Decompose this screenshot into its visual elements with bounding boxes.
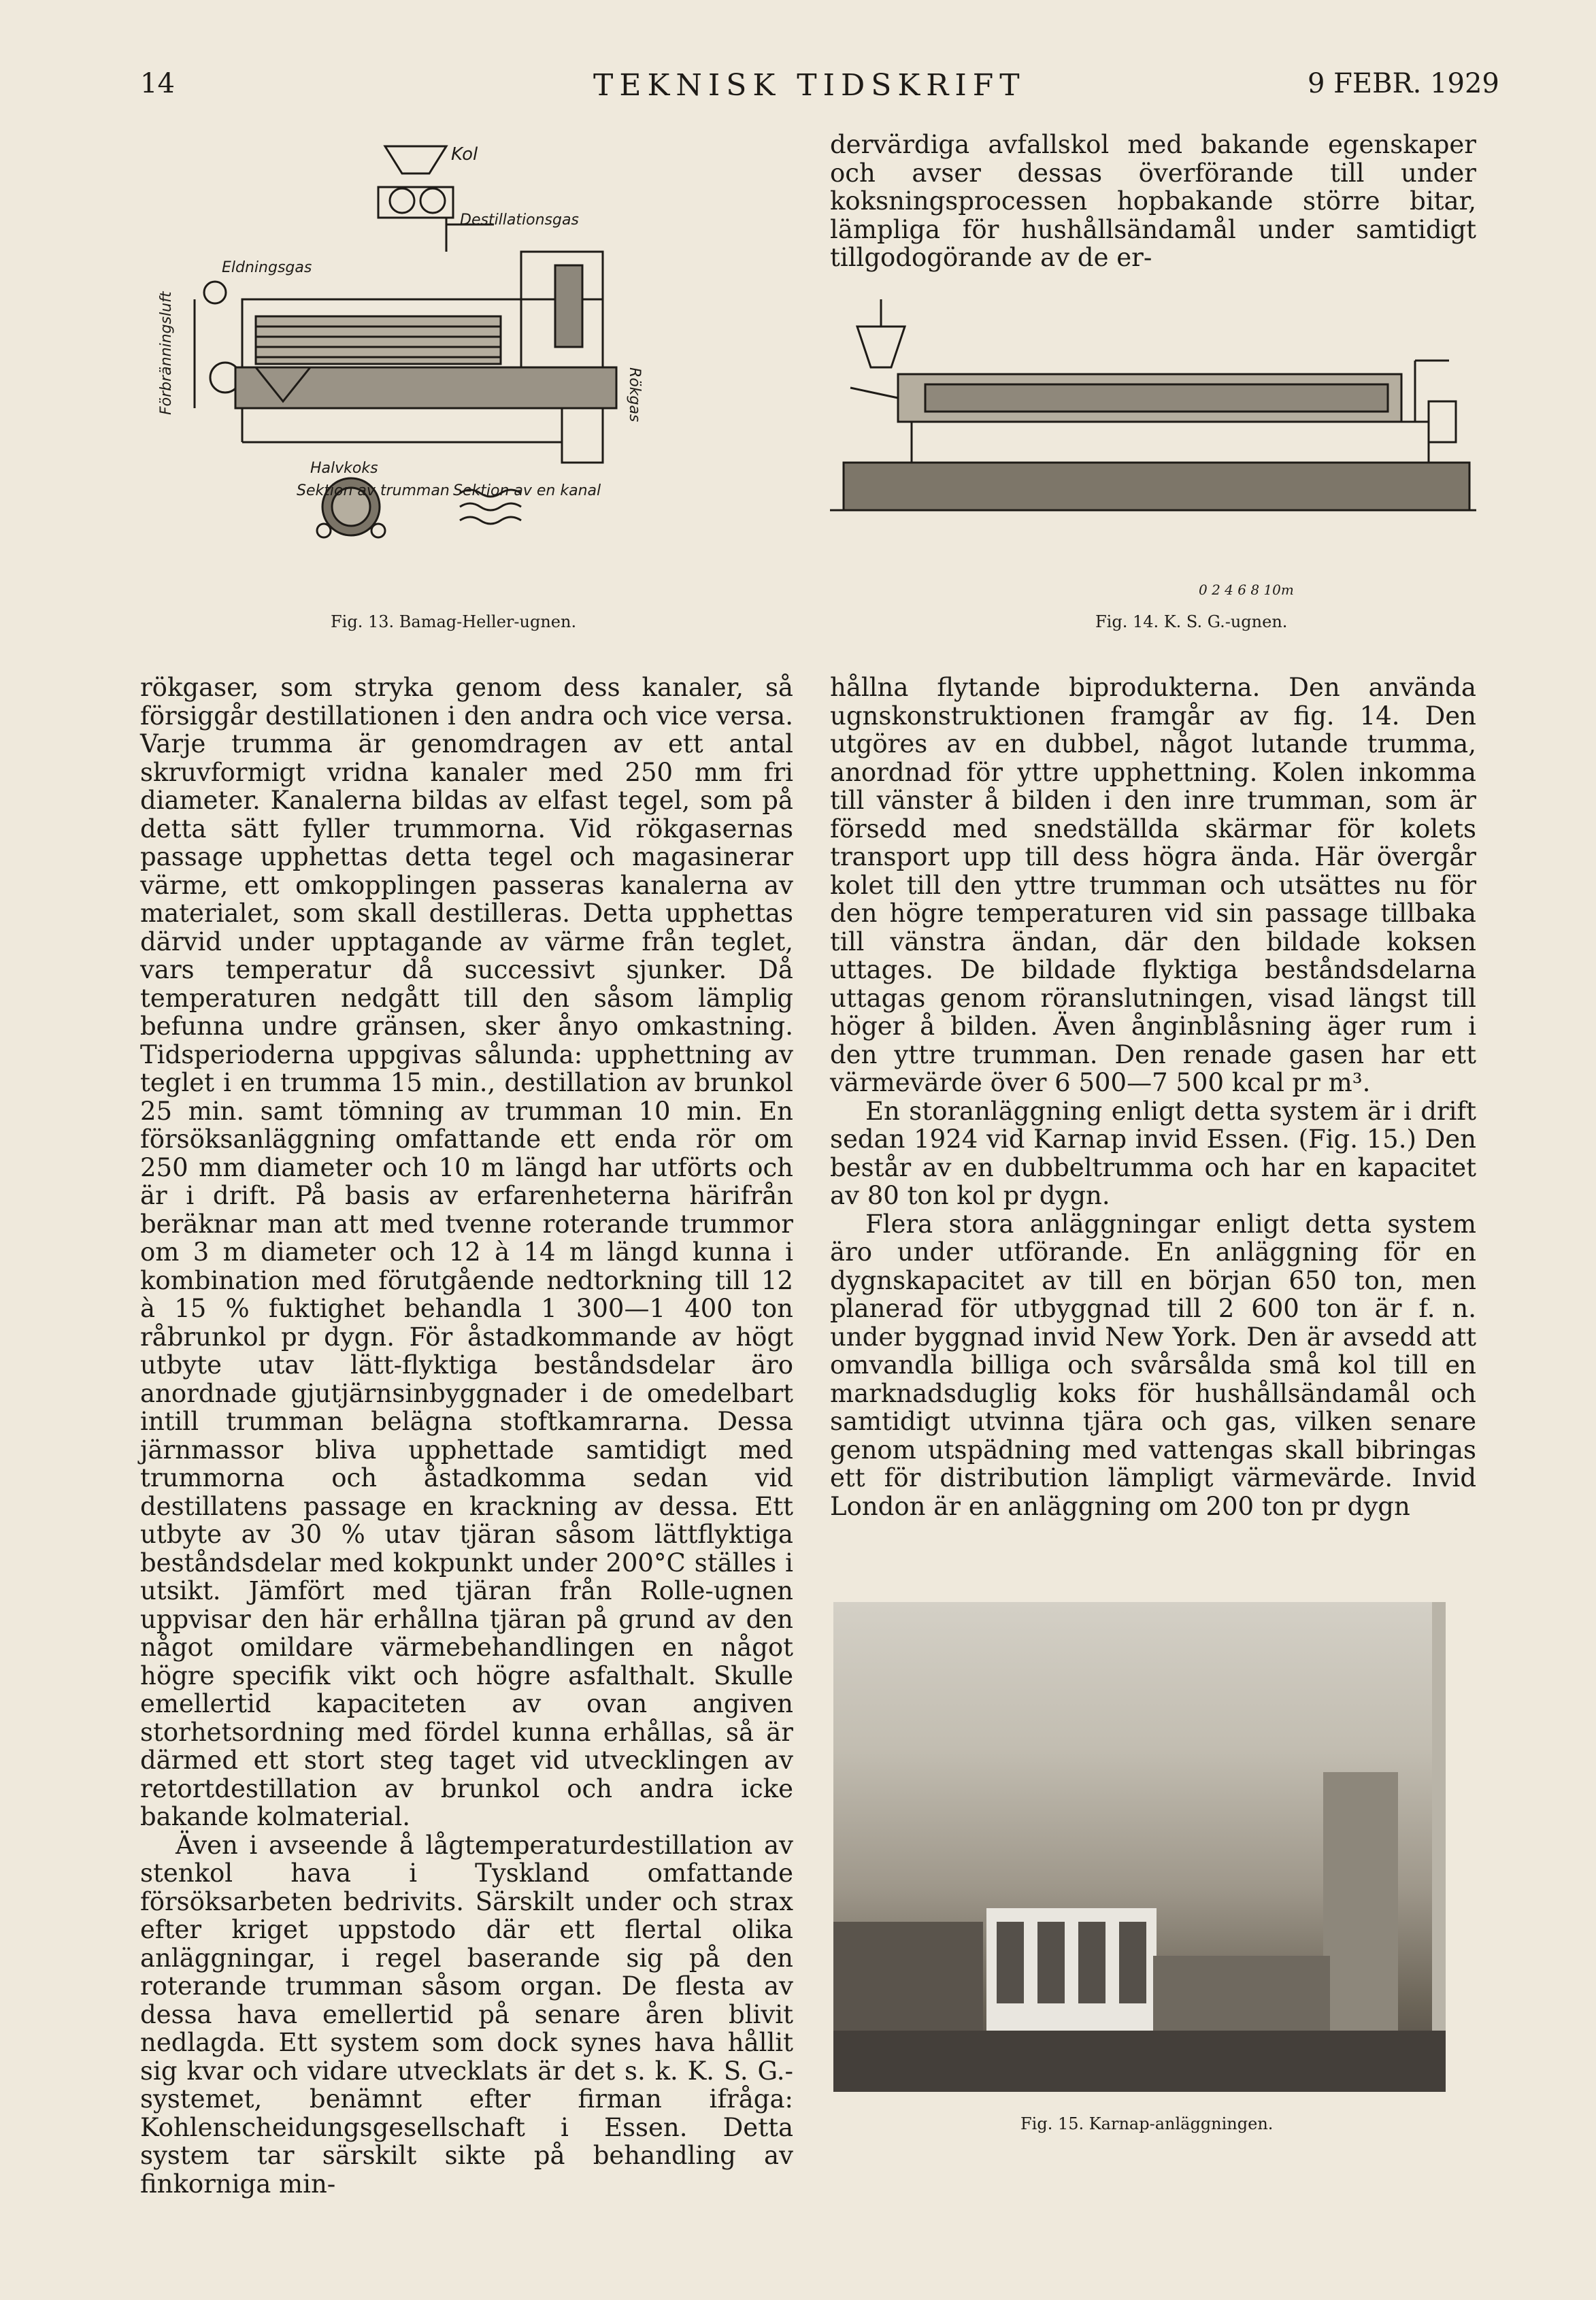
- factory-photo: [833, 1602, 1446, 2092]
- figure-14-diagram: [830, 286, 1476, 605]
- inner-drum: [925, 384, 1388, 412]
- paragraph: dervärdiga avfallskol med bakande egenskaper och avser dessas överförande till under koksningsprocessen hopbakande större bitar, lämpliga för hushållsändamål under samtidigt tillgodogörande av de er-: [830, 130, 1476, 272]
- figure-15-caption: Fig. 15. Karnap-anläggningen.: [1020, 2114, 1274, 2133]
- label-halvkoks: Halvkoks: [310, 460, 378, 477]
- figure-13-diagram: [140, 122, 752, 599]
- label-eldningsgas: Eldningsgas: [222, 259, 312, 276]
- label-forbranningsluft: Förbränningsluft: [158, 291, 175, 415]
- label-sektion-kanal: Sektion av en kanal: [453, 482, 601, 499]
- label-rokgas: Rökgas: [626, 367, 643, 422]
- label-kol: Kol: [451, 144, 478, 165]
- text-top-right: [830, 131, 1476, 272]
- figure-14-scale: 0 2 4 6 8 10m: [1199, 582, 1294, 598]
- label-destillationsgas: Destillationsgas: [460, 212, 579, 229]
- figure-13-caption: Fig. 13. Bamag-Heller-ugnen.: [331, 612, 577, 631]
- coal-funnel: [857, 327, 905, 367]
- figure-14-caption: Fig. 14. K. S. G.-ugnen.: [1095, 612, 1288, 631]
- paragraph: Även i avseende å lågtemperaturdestillation av stenkol hava i Tyskland omfattande försöksarbeten bedrivits. Särskilt under och strax efter kriget uppstodo där ett flertal olika anläggningar, i regel baserande sig på den roterande trumman såsom organ. De flesta av dessa hava emellertid på senare åren blivit nedlagda. Ett system som dock synes hava hållit sig kvar och vidare utvecklats är det s. k. K. S. G.-systemet, benämnt efter firman ifråga: Kohlenscheidungsgesellschaft i Essen. Detta system tar särskilt sikte på behandling av finkorniga min-: [140, 1830, 793, 2199]
- coal-hopper: [385, 146, 446, 173]
- journal-title: TEKNISK TIDSKRIFT: [593, 68, 1026, 103]
- page-number: 14: [140, 68, 175, 99]
- text-right-column: [830, 673, 1476, 1520]
- paragraph: En storanläggning enligt detta system är i drift sedan 1924 vid Karnap invid Essen. (Fig. 15.) Den består av en dubbeltrumma och har en kapacitet av 80 ton kol pr dygn.: [830, 1096, 1476, 1210]
- paragraph: rökgaser, som stryka genom dess kanaler, så försiggår destillationen i den andra och vice versa. Varje trumma är genomdragen av ett antal skruvformigt vridna kanaler med 250 mm fri diameter. Kanalerna bildas av elfast tegel, som på detta sätt fyller trummorna. Vid rökgasernas passage upphettas detta tegel och magasinerar värme, ett omkopplingen passeras kanalerna av materialet, som skall destilleras. Detta upphettas därvid under upptagande av värme från teglet, vars temperatur då successivt sjunker. Då temperaturen nedgått till den såsom lämplig befunna undre gränsen, sker ånyo omkastning. Tidsperioderna uppgivas sålunda: upphettning av teglet i en trumma 15 min., destillation av brunkol 25 min. samt tömning av trumman 10 min. En försöksanläggning omfattande ett enda rör om 250 mm diameter och 10 m längd har utförts och är i drift. På basis av erfarenheterna härifrån beräknar man att med tvenne roterande trummor om 3 m diameter och 12 à 14 m längd kunna i kombination med förutgående nedtorkning till 12 à 15 % fuktighet behandla 1 300—1 400 ton råbrunkol pr dygn. För åstadkommande av högt utbyte utav lätt-flyktiga beståndsdelar äro anordnade gjutjärnsinbyggnader i de omedelbart intill trumman belägna stoftkamrarna. Dessa järnmassor bliva upphettade samtidigt med trummorna och åstadkomma sedan vid destillatens passage en krackning av dessa. Ett utbyte av 30 % utav tjäran såsom lättflyktiga beståndsdelar med kokpunkt under 200°C ställes i utsikt. Jämfört med tjäran från Rolle-ugnen uppvisar den här erhållna tjäran på grund av den något omildare värmebehandlingen en något högre specifik vikt och högre asfalthalt. Skulle emellertid kapaciteten av ovan angiven storhetsordning med fördel kunna erhållas, så är därmed ett stort steg taget vid utvecklingen av retortdestillation av brunkol och andra icke bakande kolmaterial.: [140, 673, 793, 1831]
- label-sektion-trumman: Sektion av trumman: [297, 482, 450, 499]
- paragraph: Flera stora anläggningar enligt detta system äro under utförande. En anläggning för en dygnskapacitet av till en början 650 ton, men planerad för utbyggnad till 2 600 ton är f. n. under byggnad invid New York. Den är avsedd att omvandla billiga och svårsålda små kol till en marknadsduglig koks för hushållsändamål och samtidigt utvinna tjära och gas, vilken senare genom utspädning med vattengas skall bibringas ett för distribution lämpligt värmevärde. Invid London är en anläggning om 200 ton pr dygn: [830, 1209, 1476, 1521]
- figure-15-photo: [833, 1602, 1446, 2092]
- text-left-column: [140, 673, 793, 2198]
- issue-date: 9 FEBR. 1929: [1308, 68, 1499, 99]
- paragraph: hållna flytande biprodukterna. Den använda ugnskonstruktionen framgår av fig. 14. Den utgöres av en dubbel, något lutande trumma, anordnad för yttre upphettning. Kolen inkomma till vänster å bilden i den inre trumman, som är försedd med snedställda skärmar för kolets transport upp till dess högra ända. Här övergår kolet till den yttre trumman och utsättes nu för den högre temperaturen vid sin passage tillbaka till vänstra ändan, där den bildade koksen uttages. De bildade flyktiga beståndsdelarna uttagas genom röranslutningen, visad längst till höger å bilden. Även ånginblåsning äger rum i den yttre trumman. Den renade gasen har ett värmevärde över 6 500—7 500 kcal pr m³.: [830, 673, 1476, 1097]
